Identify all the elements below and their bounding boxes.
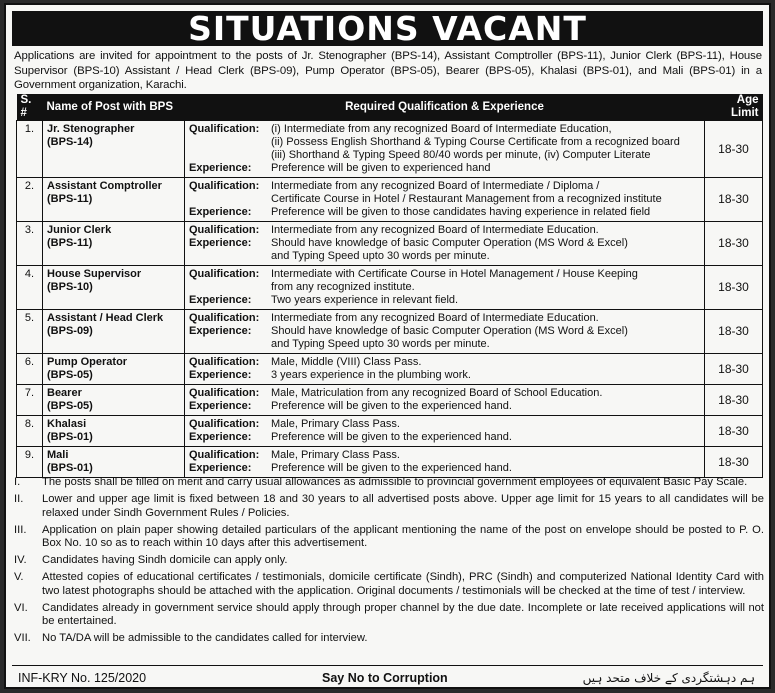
note-text: No TA/DA will be admissible to the candidates called for interview. (42, 632, 368, 644)
experience-line (189, 250, 700, 263)
requirements (185, 121, 705, 178)
table-row (17, 222, 763, 266)
serial-number: 6. (17, 354, 43, 385)
qualification-label: Qualification: (189, 312, 260, 324)
post-name (43, 447, 185, 478)
qualification-line (189, 281, 700, 294)
post-name (43, 222, 185, 266)
note-item (14, 602, 764, 629)
qualification-text: Male, Middle (VIII) Class Pass. (271, 356, 422, 368)
experience-text: Preference will be given to the experienced hand. (271, 400, 512, 412)
note-text: Application on plain paper showing detailed particulars of the applicant mentioning the name of the post on envelope should be posted to P. O. Box No. 10 so as to reach within 10 days after this advertisement. (42, 523, 764, 549)
experience-line (189, 162, 700, 175)
experience-text: Should have knowledge of basic Computer Operation (MS Word & Excel) (271, 325, 628, 337)
qualification-label: Qualification: (189, 449, 260, 461)
post-title: Assistant / Head Clerk (47, 312, 164, 324)
qualification-text: Male, Primary Class Pass. (271, 449, 400, 461)
qualification-line (189, 136, 700, 149)
note-item (14, 524, 764, 551)
serial-number: 9. (17, 447, 43, 478)
requirements (185, 354, 705, 385)
note-number: III. (14, 523, 27, 536)
post-bps: (BPS-01) (47, 462, 93, 474)
post-name (43, 385, 185, 416)
experience-label: Experience: (189, 294, 252, 306)
post-title: Khalasi (47, 418, 87, 430)
qualification-text: Intermediate from any recognized Board of Intermediate Education. (271, 224, 599, 236)
qualification-text: (ii) Possess English Shorthand & Typing Course Certificate from a recognized board (271, 136, 680, 148)
post-title: Mali (47, 449, 69, 461)
qualification-line (189, 193, 700, 206)
experience-text: Preference will be given to the experienced hand. (271, 431, 512, 443)
table-row (17, 178, 763, 222)
experience-text: 3 years experience in the plumbing work. (271, 369, 471, 381)
age-limit: 18-30 (705, 385, 763, 416)
note-number: VI. (14, 601, 28, 614)
experience-text: and Typing Speed upto 30 words per minute. (271, 250, 490, 262)
footer (12, 665, 763, 689)
note-item (14, 554, 764, 568)
qualification-text: Male, Matriculation from any recognized Board of School Education. (271, 387, 603, 399)
table-row (17, 447, 763, 478)
posts-table (16, 94, 763, 478)
experience-line (189, 400, 700, 413)
post-name (43, 121, 185, 178)
intro-paragraph: Applications are invited for appointment to the posts of Jr. Stenographer (BPS-14), Assistant Comptroller (BPS-11), Junior Clerk (BPS-11), House Supervisor (BPS-10) Assistant / Head Clerk (BPS-09), Pump Operator (BPS-05), Bearer (BPS-05), Khalasi (BPS-01), and Mali (BPS-01) in a Government organization, Karachi. (14, 50, 762, 91)
reference-number: INF-KRY No. 125/2020 (18, 671, 147, 685)
serial-number: 3. (17, 222, 43, 266)
experience-label: Experience: (189, 400, 252, 412)
post-bps: (BPS-05) (47, 400, 93, 412)
age-limit: 18-30 (705, 121, 763, 178)
header-sn: S. # (17, 94, 43, 121)
experience-label: Experience: (189, 325, 252, 337)
serial-number: 8. (17, 416, 43, 447)
post-bps: (BPS-05) (47, 369, 93, 381)
post-bps: (BPS-09) (47, 325, 93, 337)
experience-line (189, 338, 700, 351)
qualification-label: Qualification: (189, 387, 260, 399)
advertisement (4, 3, 771, 689)
table-row (17, 310, 763, 354)
qualification-label: Qualification: (189, 356, 260, 368)
qualification-label: Qualification: (189, 180, 260, 192)
requirements (185, 222, 705, 266)
note-item (14, 476, 764, 490)
requirements (185, 310, 705, 354)
experience-text: and Typing Speed upto 30 words per minute. (271, 338, 490, 350)
requirements (185, 447, 705, 478)
qualification-line (189, 268, 700, 281)
qualification-text: (i) Intermediate from any recognized Board of Intermediate Education, (271, 123, 612, 135)
qualification-line (189, 224, 700, 237)
post-name (43, 178, 185, 222)
qualification-line (189, 356, 700, 369)
note-number: IV. (14, 554, 27, 566)
experience-label: Experience: (189, 462, 252, 474)
table-row (17, 385, 763, 416)
post-title: Assistant Comptroller (47, 180, 162, 192)
age-limit: 18-30 (705, 354, 763, 385)
table-row (17, 266, 763, 310)
experience-line (189, 237, 700, 250)
qualification-text: Intermediate from any recognized Board of Intermediate Education. (271, 312, 599, 324)
note-number: II. (14, 493, 24, 505)
table-row (17, 121, 763, 178)
note-item (14, 571, 764, 598)
post-bps: (BPS-11) (47, 193, 93, 205)
note-number: VII. (14, 632, 31, 644)
qualification-line (189, 180, 700, 193)
post-bps: (BPS-14) (47, 136, 93, 148)
experience-label: Experience: (189, 369, 252, 381)
qualification-line (189, 418, 700, 431)
experience-label: Experience: (189, 162, 252, 174)
requirements (185, 416, 705, 447)
header-age: Age Limit (705, 94, 763, 121)
experience-line (189, 369, 700, 382)
note-text: The posts shall be filled on merit and carry usual allowances as admissible to provincial government employees of equivalent Basic Pay Scale. (42, 476, 748, 488)
requirements (185, 385, 705, 416)
qualification-text: (iii) Shorthand & Typing Speed 80/40 words per minute, (iv) Computer Literate (271, 149, 651, 161)
table-row (17, 354, 763, 385)
post-name (43, 266, 185, 310)
header-post: Name of Post with BPS (43, 94, 185, 121)
qualification-label: Qualification: (189, 268, 260, 280)
requirements (185, 178, 705, 222)
qualification-text: Intermediate with Certificate Course in Hotel Management / House Keeping (271, 268, 638, 280)
serial-number: 2. (17, 178, 43, 222)
post-bps: (BPS-01) (47, 431, 93, 443)
qualification-label: Qualification: (189, 224, 260, 236)
serial-number: 1. (17, 121, 43, 178)
experience-line (189, 325, 700, 338)
age-limit: 18-30 (705, 447, 763, 478)
qualification-line (189, 312, 700, 325)
experience-label: Experience: (189, 431, 252, 443)
experience-text: Preference will be given to those candidates having experience in related field (271, 206, 651, 218)
qualification-text: from any recognized institute. (271, 281, 415, 293)
qualification-line (189, 149, 700, 162)
experience-text: Preference will be given to experienced hand (271, 162, 491, 174)
note-item (14, 493, 764, 520)
post-title: Bearer (47, 387, 82, 399)
qualification-line (189, 123, 700, 136)
header-qualification: Required Qualification & Experience (185, 94, 705, 121)
post-bps: (BPS-10) (47, 281, 93, 293)
experience-label: Experience: (189, 237, 252, 249)
qualification-text: Intermediate from any recognized Board of Intermediate / Diploma / (271, 180, 600, 192)
note-item (14, 632, 764, 646)
age-limit: 18-30 (705, 310, 763, 354)
post-name (43, 310, 185, 354)
notes-list (14, 476, 764, 649)
qualification-label: Qualification: (189, 418, 260, 430)
qualification-line (189, 449, 700, 462)
note-text: Attested copies of educational certificates / testimonials, domicile certificate (Sindh), PRC (Sindh) and computerized National Identity Card with two latest photographs should be attached with the application. Original documents / testimonials will be checked at the time of test / interview. (42, 571, 764, 597)
serial-number: 5. (17, 310, 43, 354)
age-limit: 18-30 (705, 416, 763, 447)
note-text: Candidates already in government service should apply through proper channel by the due date. Incomplete or late received applications will not be entertained. (42, 601, 764, 627)
age-limit: 18-30 (705, 222, 763, 266)
serial-number: 4. (17, 266, 43, 310)
qualification-text: Male, Primary Class Pass. (271, 418, 400, 430)
table-header (17, 94, 763, 121)
post-title: Jr. Stenographer (47, 123, 135, 135)
note-text: Candidates having Sindh domicile can apply only. (42, 554, 288, 566)
qualification-label: Qualification: (189, 123, 260, 135)
experience-line (189, 294, 700, 307)
experience-text: Preference will be given to the experienced hand. (271, 462, 512, 474)
experience-text: Two years experience in relevant field. (271, 294, 459, 306)
note-number: V. (14, 571, 24, 583)
requirements (185, 266, 705, 310)
post-name (43, 416, 185, 447)
post-title: Junior Clerk (47, 224, 112, 236)
ad-title: SITUATIONS VACANT (12, 11, 763, 46)
slogan: Say No to Corruption (322, 671, 448, 685)
experience-text: Should have knowledge of basic Computer Operation (MS Word & Excel) (271, 237, 628, 249)
post-name (43, 354, 185, 385)
table-row (17, 416, 763, 447)
experience-line (189, 206, 700, 219)
post-title: House Supervisor (47, 268, 142, 280)
experience-line (189, 462, 700, 475)
qualification-text: Certificate Course in Hotel / Restaurant Management from a recognized institute (271, 193, 662, 205)
experience-line (189, 431, 700, 444)
experience-label: Experience: (189, 206, 252, 218)
note-number: I. (14, 476, 21, 488)
serial-number: 7. (17, 385, 43, 416)
age-limit: 18-30 (705, 178, 763, 222)
post-title: Pump Operator (47, 356, 128, 368)
note-text: Lower and upper age limit is fixed between 18 and 30 years to all advertised posts above. Upper age limit for 15 years to all candidates will be relaxed under Sindh Government Rules / Policies. (42, 493, 764, 519)
qualification-line (189, 387, 700, 400)
urdu-slogan: ہم دہشتگردی کے خلاف متحد ہیں (582, 671, 755, 685)
age-limit: 18-30 (705, 266, 763, 310)
post-bps: (BPS-11) (47, 237, 93, 249)
